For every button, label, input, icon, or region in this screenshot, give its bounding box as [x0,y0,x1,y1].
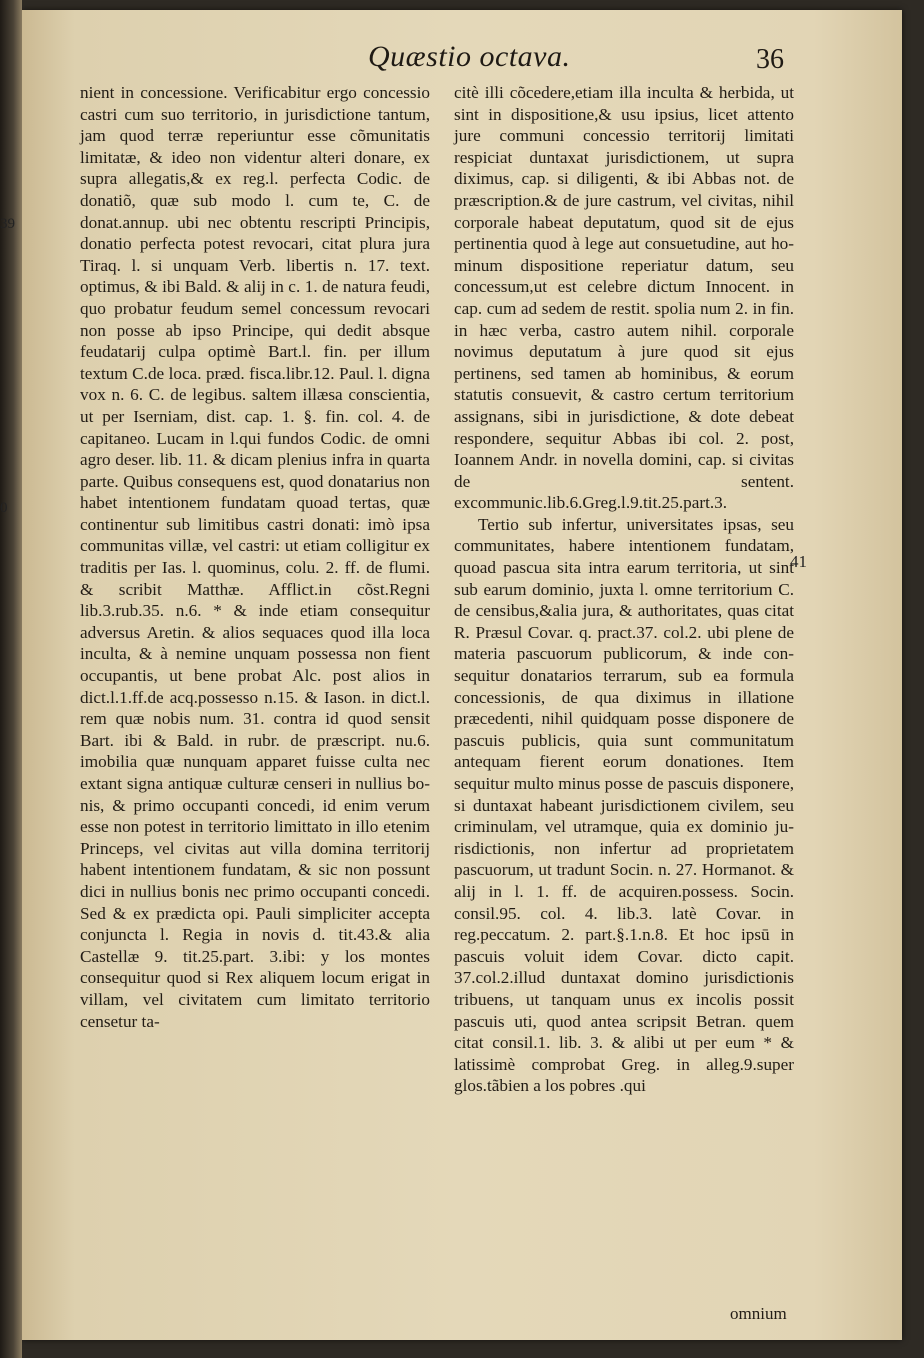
margin-note-left-bottom: 0 [0,500,8,516]
left-paragraph-1: nient in concessione. Verificabitur ergo concessio castri cum suo territorio, in jurisdictione tantum, jam quod terræ reperiuntur esse cõmunitatis limitatæ, & ideo non videntur alteri donare, ex supra allegatis,& ex reg.l. perfecta Codic. de donatiõ, quæ sub modo l. cum te, C. de donat.annup. ubi nec obtentu rescripti Principis, donatio perfecta potest revocari, citat plura jura Tiraq. l. si unquam Verb. libertis n. 17. text. optimus, & ibi Bald. & alij in c. 1. de natura feudi, quo probatur feudum semel concessum revocari non posse ab ipso Principe, qui dedit absque feudatarij culpa optimè Bart.l. fin. per illum textum C.de loca. præd. fisca.libr.12. Paul. l. digna vox n. 6. C. de legibus. saltem illæsa conscientia, ut per Iserniam, dist. cap. 1. §. fin. col. 4. de capitaneo. Lucam in l.qui fundos Codic. de omni agro deser. lib. 11. & dicam plenius infra in quarta parte. Quibus consequens est, quod donatarius non habet intentionem fundatam quoad tertas, quæ continentur sub limitibus castri donati: imò ipsa communitas villæ, vel castri: ut etiam colligitur ex traditis per Ias. l. quominus, colu. 2. ff. de flumi. & scribit Matthæ. Afflict.in cõst.Regni lib.3.rub.35. n.6. * & inde etiam consequitur adversus Aretin. & alios sequaces quod illa loca inculta, & à nemine unquam possessa non fient occupantis, ut bene probat Alc. post alios in dict.l.1.ff.de acq.possesso n.15. & Iason. in dict.l. rem quæ nobis num. 31. contra id quod sensit Bart. ibi & Bald. in rubr. de præscript. nu.6. imobilia quæ nunquam apparet fuisse culta nec extant signa antiquæ culturæ censeri in nullius bonis, & primo occupanti concedi, id enim verum esse non potest in territorio limittato in illo etenim Princeps, vel civitas aut villa domina territorij habent intentionem fundatam, & sic non possunt dici in nullius bonis nec primo occupanti concedi. Sed & ex prædicta opi. Pauli simpliciter accepta conjuncta l. Regia in novis d. tit.43.& alia Castellæ 9. tit.25.part. 3.ibi: y los montes consequitur quod si Rex aliquem locum erigat in villam, vel civitatem cum limitato territorio censetur ta- [80,83,430,1031]
left-column [80,82,430,1032]
book-gutter [0,0,22,1358]
right-paragraph-2: Tertio sub infertur, universitates ipsas, seu communitates, habere intentionem fundatam, quoad pascua sita intra earum territoria, ut sint sub earum dominio, juxta l. omne territorium C. de censibus,&alia jura, & authoritates, quas citat R. Præsul Covar. q. pract.37. col.2. ubi plene de materia pascuorum publicorum, & inde consequitur donatarios terrarum, sub ea formula concessionis, de qua diximus in illatione præcedenti, nihil quidquam posse disponere de pascuis publicis, quia sunt communitatum antequam fierent eorum donationes. Item sequitur multo minus posse de pascuis disponere, si duntaxat habeant jurisdictionem civilem, seu criminulam, vel utramque, quia ex dominio jurisdictionis, non infertur ad proprietatem pascuorum, ut tradunt Socin. n. 27. Hormanot. & alij in l. 1. ff. de acquiren.possess. Socin. consil.95. col. 4. lib.3. latè Covar. in reg.peccatum. 2. part.§.1.n.8. Et hoc ipsū in pascuis voluit idem Covar. dicto capit. 37.col.2.illud duntaxat domino jurisdictionis tribuens, ut tanquam unus ex incolis possit pascuis uti, quod antea scripsit Betran. quem citat consil.1. lib. 3. & alibi ut per eum * & latissimè comprobat Greg. in alleg.9.super glos.tãbien a los pobres .qui [454,514,794,1096]
right-column [454,82,794,1097]
catchword: omnium [730,1304,787,1323]
page-title: Quæstio octava. [368,40,571,73]
margin-note-left-top: 39 [0,216,15,232]
page-number: 36 [756,44,784,75]
right-paragraph-1: citè illi cõcedere,etiam illa inculta & herbida, ut sint in dispositione,& usu ipsius, licet attento jure communi concessio territorij limitati respiciat duntaxat jurisdictionem, ut supra diximus, cap. si diligenti, & ibi Abbas not. de præscription.& de jure castrum, vel civitas, nihil corporale habeat deputatum, quod sit de ejus pertinentia quod à lege aut consuetudine, aut hominum dispositione reperiatur datum, seu concessum,ut est celebre dictum Innocent. in cap. cum ad sedem de restit. spolia num 2. in fin. in hæc verba, castro autem nihil. corporale novimus deputatum à jure quod sit ejus pertinens, sed tamen ab hominibus, & eorum statutis consuevit, & castro certum territorium assignans, sibi in jurisdictione, & dote debeat respondere, sequitur Abbas ibi col. 2. post, Ioannem Andr. in novella domini, cap. si civitas de sentent. excommunic.lib.6.Greg.l.9.tit.25.part.3. [454,83,794,513]
margin-note-right: 41 [790,552,807,571]
